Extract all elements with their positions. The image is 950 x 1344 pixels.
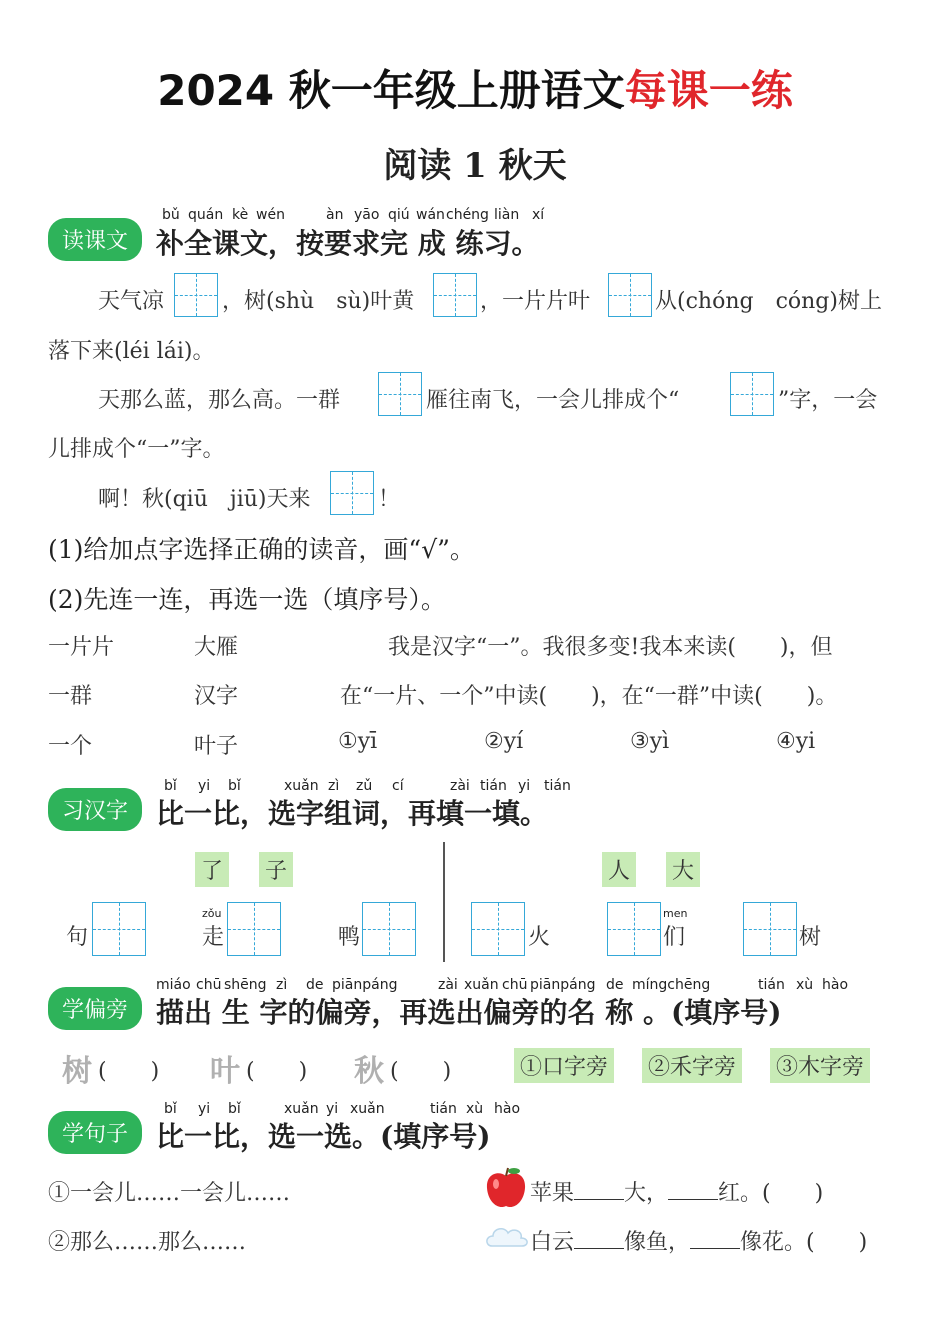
pinyin: bǐ — [164, 1101, 177, 1117]
pinyin: zǒu — [202, 907, 222, 920]
pinyin: zì — [276, 977, 288, 993]
page-title: 2024 秋一年级上册语文每课一练 — [157, 66, 793, 115]
radical-option: ①口字旁 — [514, 1048, 614, 1083]
lesson-title: 阅读 1 秋天 — [383, 146, 567, 186]
question-text: 在“一片、一个”中读( )，在“一群”中读( )。 — [340, 684, 838, 709]
pinyin: xuǎn — [350, 1101, 385, 1117]
tianzige-box[interactable] — [743, 902, 797, 956]
radical-option: ③木字旁 — [770, 1048, 870, 1083]
pinyin: tián — [480, 778, 507, 794]
pinyin: tián — [758, 977, 785, 993]
pinyin: wén — [256, 207, 285, 223]
match-right[interactable]: 叶子 — [194, 734, 239, 759]
tianzige-box[interactable] — [174, 273, 218, 317]
pinyin: zài — [450, 778, 470, 794]
pinyin: yi — [326, 1101, 339, 1117]
pinyin: xuǎn — [464, 977, 499, 993]
pinyin: qiú — [388, 207, 410, 223]
option: ④yi — [776, 729, 816, 754]
answer-paren[interactable]: ( ) — [246, 1059, 308, 1084]
section-heading: 补全课文，按要求完 成 练习。 — [156, 227, 540, 260]
text: 天那么蓝，那么高。一群 — [98, 388, 341, 413]
pinyin: shēng — [224, 977, 267, 993]
question-text: 我是汉字“一”。我很多变!我本来读( )，但 — [388, 635, 833, 660]
pinyin: yi — [198, 778, 211, 794]
text: 雁往南飞，一会儿排成个“ — [426, 388, 680, 413]
match-right[interactable]: 汉字 — [194, 684, 239, 709]
tianzige-box[interactable] — [227, 902, 281, 956]
pinyin: chū — [502, 977, 528, 993]
match-left[interactable]: 一群 — [48, 684, 93, 709]
tianzige-box[interactable] — [92, 902, 146, 956]
section-badge-radicals: 学偏旁 — [48, 987, 142, 1030]
sentence: 苹果 大， 红。( ) — [530, 1181, 824, 1206]
tianzige-box[interactable] — [471, 902, 525, 956]
pinyin: quán — [188, 207, 224, 223]
option: ①yī — [338, 729, 378, 754]
choice-char[interactable]: 了 — [195, 852, 229, 887]
text: 落下来(léi lái)。 — [48, 339, 215, 364]
sentence-option: ②那么……那么…… — [48, 1230, 247, 1255]
pinyin: piānpáng — [530, 977, 596, 993]
pinyin: xù — [796, 977, 814, 993]
text: ”字，一会 — [778, 388, 878, 413]
divider — [443, 842, 445, 962]
word-char: 火 — [528, 925, 551, 950]
match-left[interactable]: 一个 — [48, 734, 93, 759]
tianzige-box[interactable] — [362, 902, 416, 956]
tianzige-box[interactable] — [607, 902, 661, 956]
answer-paren[interactable]: ( ) — [98, 1059, 160, 1084]
sentence: 白云 像鱼， 像花。( ) — [530, 1230, 868, 1255]
pinyin: chéng — [446, 207, 489, 223]
pinyin: bǐ — [228, 778, 241, 794]
option: ②yí — [484, 729, 524, 754]
section-heading: 描出 生 字的偏旁，再选出偏旁的名 称 。(填序号) — [156, 996, 782, 1029]
pinyin: tián — [430, 1101, 457, 1117]
section-badge-chars: 习汉字 — [48, 788, 142, 831]
pinyin: bǔ — [162, 207, 180, 223]
option: ③yì — [630, 729, 670, 754]
choice-char[interactable]: 人 — [602, 852, 636, 887]
pinyin: hào — [494, 1101, 521, 1117]
pinyin: xuǎn — [284, 778, 319, 794]
text: ！ — [378, 487, 401, 512]
section-heading: 比一比，选字组词，再填一填。 — [156, 797, 549, 830]
title-highlight: 每课一练 — [624, 66, 793, 115]
pinyin: hào — [822, 977, 849, 993]
pinyin: xí — [532, 207, 545, 223]
section-badge-sentences: 学句子 — [48, 1111, 142, 1154]
text: 从(chóng cóng)树上 — [655, 289, 882, 314]
radical-option: ②禾字旁 — [642, 1048, 742, 1083]
match-left[interactable]: 一片片 — [48, 635, 115, 660]
text: 儿排成个“一”字。 — [48, 437, 225, 462]
tianzige-box[interactable] — [330, 471, 374, 515]
text: 天气凉 — [98, 289, 165, 314]
trace-char[interactable]: 叶 — [210, 1054, 240, 1089]
match-right[interactable]: 大雁 — [194, 635, 239, 660]
pinyin: de — [306, 977, 324, 993]
pinyin: xuǎn — [284, 1101, 319, 1117]
pinyin: bǐ — [228, 1101, 241, 1117]
word-char: 们 — [663, 925, 686, 950]
answer-paren[interactable]: ( ) — [390, 1059, 452, 1084]
pinyin: zài — [438, 977, 458, 993]
section-heading: 比一比，选一选。(填序号) — [156, 1120, 491, 1153]
tianzige-box[interactable] — [433, 273, 477, 317]
question-2: (2)先连一连，再选一选（填序号）。 — [48, 585, 446, 614]
tianzige-box[interactable] — [378, 372, 422, 416]
text: 啊！秋(qiū jiū)天来 — [98, 487, 311, 512]
tianzige-box[interactable] — [730, 372, 774, 416]
text: ，一片片叶 — [480, 289, 591, 314]
pinyin: yāo — [354, 207, 380, 223]
pinyin: cí — [392, 778, 404, 794]
word-char: 树 — [799, 925, 822, 950]
word-char: 句 — [66, 925, 89, 950]
pinyin: xù — [466, 1101, 484, 1117]
text: ，树(shù sù)叶黄 — [222, 289, 415, 314]
pinyin: míngchēng — [632, 977, 711, 993]
word-char: 鸭 — [338, 925, 361, 950]
cloud-icon — [484, 1222, 530, 1250]
pinyin: chū — [196, 977, 222, 993]
question-1: (1)给加点字选择正确的读音，画“√”。 — [48, 535, 475, 564]
pinyin: tián — [544, 778, 571, 794]
pinyin: piānpáng — [332, 977, 398, 993]
pinyin: àn — [326, 207, 344, 223]
pinyin: yi — [518, 778, 531, 794]
choice-char[interactable]: 大 — [666, 852, 700, 887]
section-badge-read: 读课文 — [48, 218, 142, 261]
trace-char[interactable]: 秋 — [354, 1054, 384, 1089]
choice-char[interactable]: 子 — [259, 852, 293, 887]
blank[interactable] — [690, 1228, 740, 1249]
pinyin: de — [606, 977, 624, 993]
word-char: 走 — [202, 925, 225, 950]
sentence-option: ①一会儿……一会儿…… — [48, 1181, 291, 1206]
pinyin: bǐ — [164, 778, 177, 794]
apple-icon — [484, 1166, 528, 1212]
pinyin: men — [663, 907, 688, 920]
pinyin: kè — [232, 207, 249, 223]
pinyin: yi — [198, 1101, 211, 1117]
pinyin: zì — [328, 778, 340, 794]
pinyin: liàn — [494, 207, 520, 223]
tianzige-box[interactable] — [608, 273, 652, 317]
trace-char[interactable]: 树 — [62, 1054, 92, 1089]
blank[interactable] — [668, 1179, 718, 1200]
pinyin: wán — [416, 207, 445, 223]
pinyin: miáo — [156, 977, 191, 993]
blank[interactable] — [574, 1228, 624, 1249]
blank[interactable] — [574, 1179, 624, 1200]
pinyin: zǔ — [356, 778, 373, 794]
